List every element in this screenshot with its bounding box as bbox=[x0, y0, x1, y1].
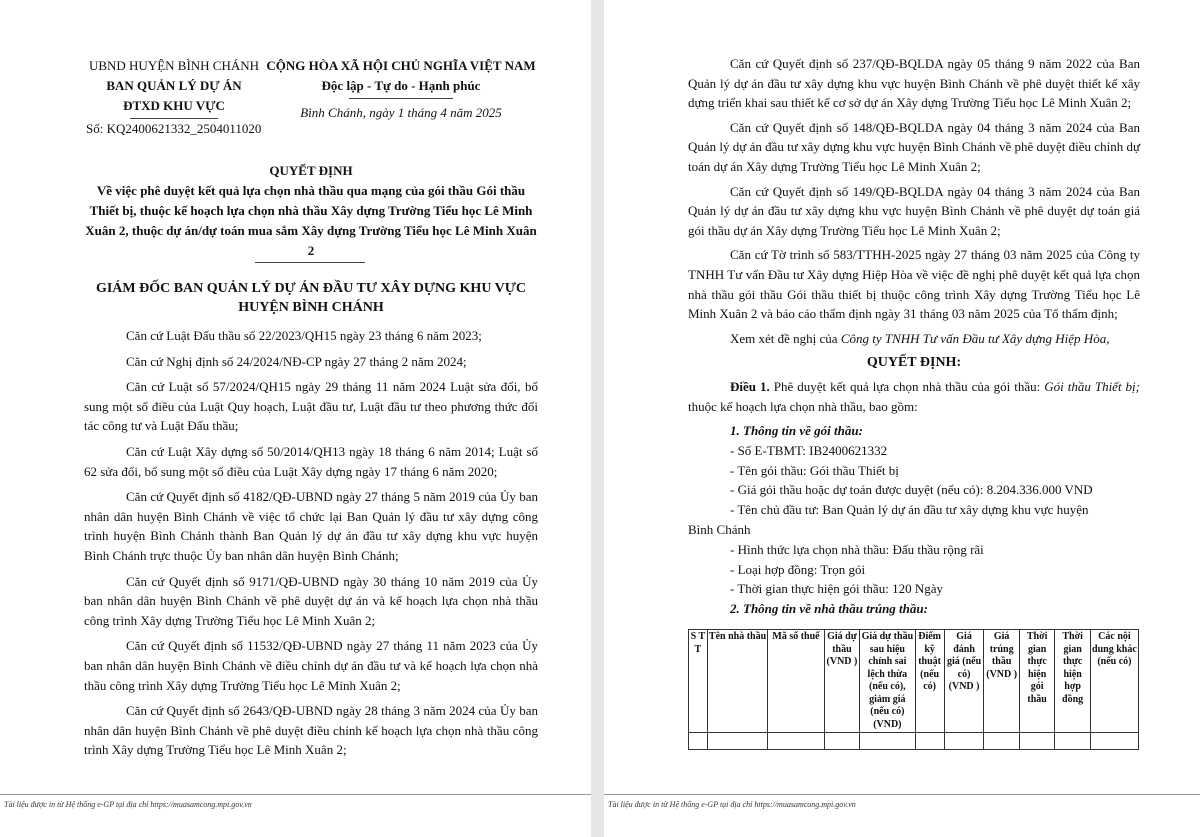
package-info-item: - Hình thức lựa chọn nhà thầu: Đấu thầu rộng rãi bbox=[730, 541, 984, 557]
decision-subject: Về việc phê duyệt kết quả lựa chọn nhà thầu qua mạng của gói thầu Gói thầu Thiết bị, thuộc kế hoạch lựa chọn nhà thầu Xây dựng Trường Tiểu học Lê Minh Xuân 2, thuộc dự án/dự toán mua sắm Xây dựng Trường Tiểu học Lê Minh Xuân 2 bbox=[85, 183, 537, 258]
package-info-item: - Giá gói thầu hoặc dự toán được duyệt (nếu có): 8.204.336.000 VND bbox=[730, 482, 1093, 498]
decides-heading: QUYẾT ĐỊNH: bbox=[866, 355, 962, 371]
table-header: S T T bbox=[689, 630, 708, 733]
basis-paragraph: Căn cứ Quyết định số 2643/QĐ-UBND ngày 28 tháng 3 năm 2024 của Ủy ban nhân dân huyện Bình Chánh về phê duyệt điều chỉnh kế hoạch lựa chọn nhà thầu công trình Xây dựng Trường Tiểu học Lê Minh Xuân 2; bbox=[84, 703, 538, 758]
table-cell bbox=[824, 733, 859, 750]
article-1-label: Điều 1. bbox=[730, 378, 770, 394]
winning-contractor-table bbox=[688, 629, 1139, 750]
document-number: Số: KQ2400621332_2504011020 bbox=[86, 121, 262, 136]
table-cell bbox=[860, 733, 915, 750]
agency-header bbox=[84, 56, 264, 119]
basis-paragraph: Căn cứ Luật Đấu thầu số 22/2023/QH15 ngày 23 tháng 6 năm 2023; bbox=[126, 328, 482, 343]
package-info-item: - Tên chủ đầu tư: Ban Quản lý dự án đầu tư xây dựng khu vực huyện bbox=[730, 502, 1089, 518]
table-header: Điểm kỹ thuật (nếu có) bbox=[915, 630, 944, 733]
basis-paragraph: Căn cứ Quyết định số 4182/QĐ-UBND ngày 27 tháng 5 năm 2019 của Ủy ban nhân dân huyện Bình Chánh về việc tổ chức lại Ban Quản lý đầu tư xây dựng công trình huyện Bình Chánh thành Ban Quản lý dự án đầu tư xây dựng khu vực huyện Bình Chánh trực thuộc Ủy ban nhân dân huyện Bình Chánh; bbox=[84, 489, 538, 563]
article-1-text: Phê duyệt kết quả lựa chọn nhà thầu của gói thầu: bbox=[769, 378, 1045, 394]
national-header bbox=[264, 56, 538, 99]
agency-line-3: ĐTXD KHU VỰC bbox=[123, 98, 225, 113]
agency-line-2: BAN QUẢN LÝ DỰ ÁN bbox=[106, 78, 242, 93]
place-date: Bình Chánh, ngày 1 tháng 4 năm 2025 bbox=[300, 105, 502, 120]
package-info-item: - Số E-TBMT: IB2400621332 bbox=[730, 442, 888, 458]
table-cell bbox=[707, 733, 768, 750]
section-1-heading: 1. Thông tin về gói thầu: bbox=[730, 423, 863, 439]
title-divider bbox=[255, 262, 365, 263]
table-cell bbox=[1090, 733, 1138, 750]
basis-paragraph: Căn cứ Quyết định số 149/QĐ-BQLDA ngày 04 tháng 3 năm 2024 của Ban Quản lý dự án đầu tư xây dựng khu vực huyện Bình Chánh về phê duyệt dự toán giá gói thầu dự án Xây dựng Trường Tiểu học Lê Minh Xuân 2; bbox=[688, 183, 1140, 238]
basis-paragraph: Căn cứ Tờ trình số 583/TTHH-2025 ngày 27 tháng 03 năm 2025 của Công ty TNHH Tư vấn Đầu tư Xây dựng Hiệp Hòa về việc đề nghị phê duyệt kết quả lựa chọn nhà thầu gói thầu Gói thầu thiết bị thuộc công trình Xây dựng Trường Tiểu học Lê Minh Xuân 2 và báo cáo thẩm định ngày 31 tháng 03 năm 2025 của Tổ thẩm định; bbox=[688, 247, 1140, 322]
agency-line-1: UBND HUYỆN BÌNH CHÁNH bbox=[88, 58, 260, 73]
table-header: Mã số thuế bbox=[768, 630, 824, 733]
table-header: Thời gian thực hiện hợp đồng bbox=[1055, 630, 1090, 733]
page-footer: Tài liệu được in từ Hệ thống e-GP tại địa chỉ https://muasamcong.mpi.gov.vn bbox=[4, 800, 252, 809]
consider-company: Công ty TNHH Tư vấn Đầu tư Xây dựng Hiệp Hòa, bbox=[840, 330, 1110, 346]
motto-divider bbox=[349, 98, 453, 99]
legal-bases bbox=[84, 326, 538, 766]
table-header: Giá đánh giá (nếu có) (VND ) bbox=[944, 630, 984, 733]
agency-divider bbox=[130, 118, 218, 119]
package-info-wrap: Bình Chánh bbox=[688, 522, 751, 538]
director-title: GIÁM ĐỐC BAN QUẢN LÝ DỰ ÁN ĐẦU TƯ XÂY DỰNG KHU VỰC HUYỆN BÌNH CHÁNH bbox=[95, 281, 527, 315]
package-info-item: - Tên gói thầu: Gói thầu Thiết bị bbox=[730, 462, 899, 478]
footer-divider bbox=[604, 794, 1200, 795]
page-footer: Tài liệu được in từ Hệ thống e-GP tại địa chỉ https://muasamcong.mpi.gov.vn bbox=[608, 800, 856, 809]
basis-paragraph: Căn cứ Quyết định số 11532/QĐ-UBND ngày 27 tháng 11 năm 2023 của Ủy ban nhân dân huyện Bình Chánh về điều chỉnh dự án đầu tư và kế hoạch lựa chọn nhà thầu công trình Xây dựng Trường Tiểu học Lê Minh Xuân 2; bbox=[84, 638, 538, 693]
table-cell bbox=[1055, 733, 1090, 750]
table-cell bbox=[984, 733, 1019, 750]
table-header: Giá dự thầu sau hiệu chỉnh sai lệch thừa (nếu có), giảm giá (nếu có) (VND) bbox=[860, 630, 915, 733]
table-cell bbox=[1019, 733, 1054, 750]
package-info-item: - Loại hợp đồng: Trọn gói bbox=[730, 561, 866, 577]
table-header: Thời gian thực hiện gói thầu bbox=[1019, 630, 1054, 733]
table-cell bbox=[768, 733, 824, 750]
footer-divider bbox=[0, 794, 591, 795]
basis-paragraph: Căn cứ Quyết định số 237/QĐ-BQLDA ngày 05 tháng 9 năm 2022 của Ban Quản lý dự án đầu tư xây dựng khu vực huyện Bình Chánh về phê duyệt thiết kế xây dựng triển khai sau thiết kế cơ sở dự án Xây dựng Trường Tiểu học Lê Minh Xuân 2; bbox=[688, 56, 1140, 111]
nation-title: CỘNG HÒA XÃ HỘI CHỦ NGHĨA VIỆT NAM bbox=[266, 58, 536, 73]
consider-prefix: Xem xét đề nghị của bbox=[730, 330, 841, 346]
package-info-item: - Thời gian thực hiện gói thầu: 120 Ngày bbox=[730, 581, 943, 597]
table-row bbox=[689, 733, 1139, 750]
article-1-package: Gói thầu Thiết bị; bbox=[1044, 378, 1140, 394]
table-header: Giá dự thầu (VND ) bbox=[824, 630, 859, 733]
consider-paragraph bbox=[688, 329, 1140, 349]
basis-paragraph: Căn cứ Quyết định số 148/QĐ-BQLDA ngày 04 tháng 3 năm 2024 của Ban Quản lý dự án đầu tư xây dựng khu vực huyện Bình Chánh về phê duyệt điều chỉnh dự toán dự án Xây dựng Trường Tiểu học Lê Minh Xuân 2; bbox=[688, 119, 1140, 174]
basis-paragraph: Căn cứ Nghị định số 24/2024/NĐ-CP ngày 27 tháng 2 năm 2024; bbox=[126, 353, 467, 369]
article-1 bbox=[688, 377, 1140, 416]
table-header-row bbox=[689, 630, 1139, 733]
basis-paragraph: Căn cứ Luật số 57/2024/QH15 ngày 29 tháng 11 năm 2024 Luật sửa đổi, bổ sung một số điều của Luật Quy hoạch, Luật đầu tư, Luật đầu tư theo phương thức đối tác công tư và Luật Đấu thầu; bbox=[84, 379, 538, 434]
page-gutter bbox=[591, 0, 604, 837]
basis-paragraph: Căn cứ Quyết định số 9171/QĐ-UBND ngày 30 tháng 10 năm 2019 của Ủy ban nhân dân huyện Bình Chánh về phê duyệt dự án và kế hoạch lựa chọn nhà thầu công trình Xây dựng Trường Tiểu học Lê Minh Xuân 2; bbox=[84, 573, 538, 628]
table-header: Các nội dung khác (nếu có) bbox=[1090, 630, 1138, 733]
table-cell bbox=[944, 733, 984, 750]
section-2-heading: 2. Thông tin về nhà thầu trúng thầu: bbox=[730, 601, 928, 617]
table-cell bbox=[915, 733, 944, 750]
page2-body bbox=[688, 54, 1140, 619]
table-header: Giá trúng thầu (VND ) bbox=[984, 630, 1019, 733]
basis-paragraph: Căn cứ Luật Xây dựng số 50/2014/QH13 ngày 18 tháng 6 năm 2014; Luật số 62 sửa đổi, bổ sung một số điều của Luật Xây dựng ngày 17 tháng 6 năm 2020; bbox=[84, 443, 538, 479]
decision-heading bbox=[84, 161, 538, 261]
decision-title: QUYẾT ĐỊNH bbox=[269, 163, 353, 178]
article-1-rest: thuộc kế hoạch lựa chọn nhà thầu, bao gồm: bbox=[688, 398, 918, 414]
document-page-1 bbox=[0, 0, 591, 837]
nation-motto: Độc lập - Tự do - Hạnh phúc bbox=[321, 78, 481, 93]
table-cell bbox=[689, 733, 708, 750]
table-header: Tên nhà thầu bbox=[707, 630, 768, 733]
